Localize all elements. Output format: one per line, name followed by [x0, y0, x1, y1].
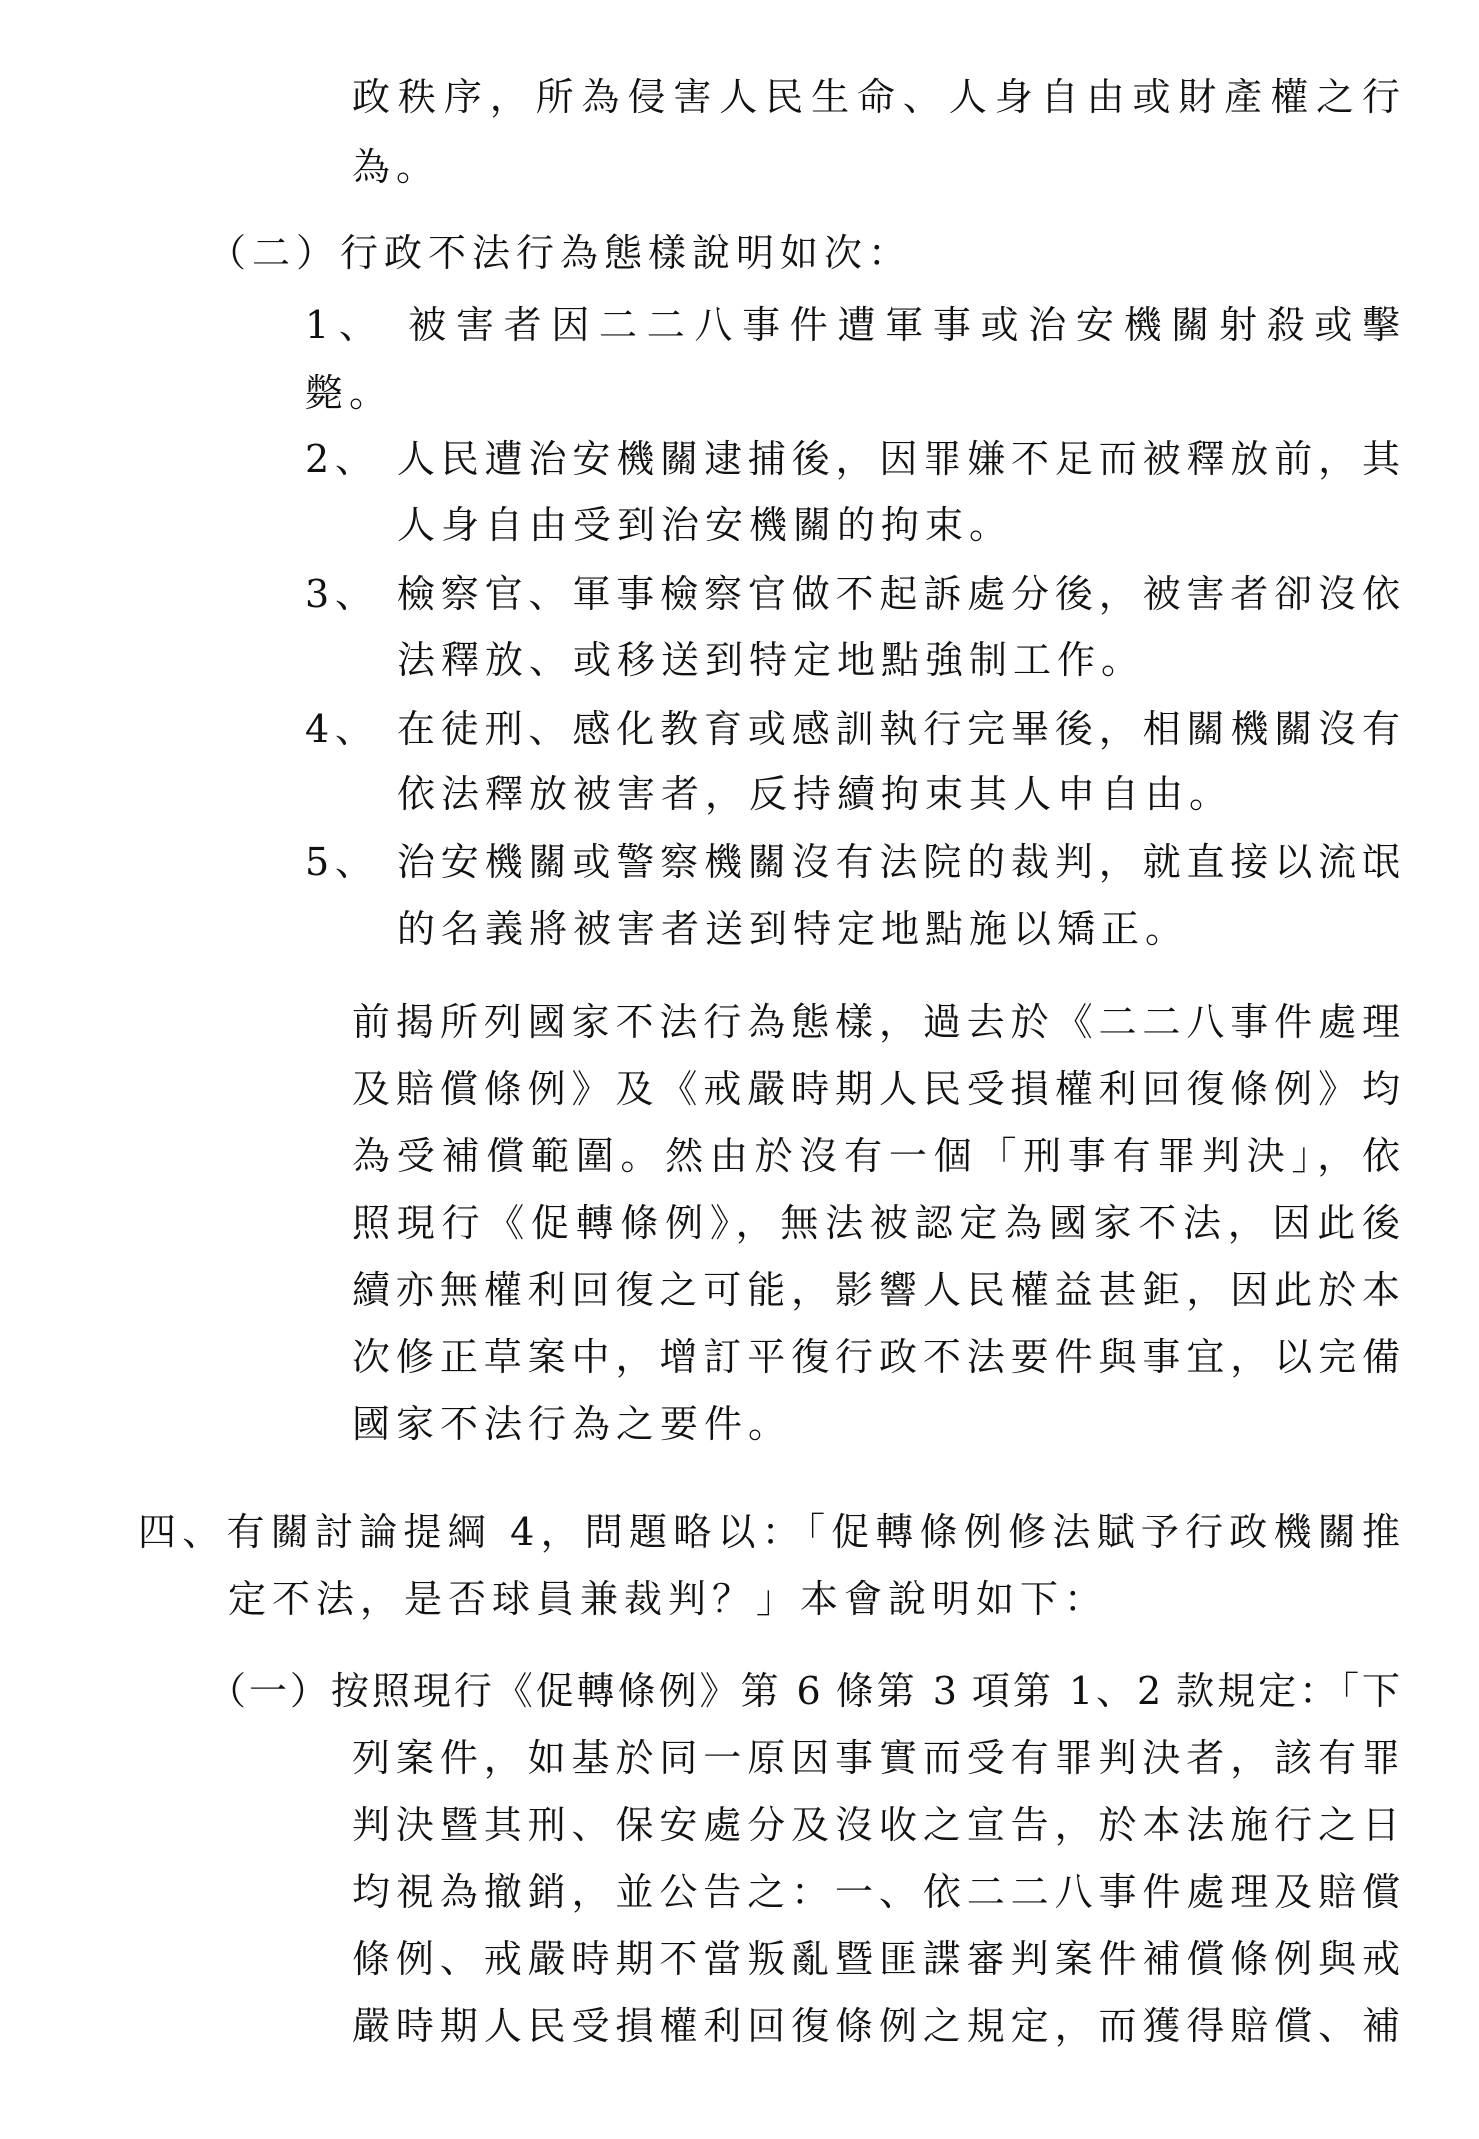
text-line: 為。: [352, 145, 441, 189]
text-line: 斃。: [305, 371, 394, 415]
text-line: 條例、戒嚴時期不當叛亂暨匪諜審判案件補償條例與戒: [352, 1937, 1400, 1981]
text-line: 嚴時期人民受損權利回復條例之規定，而獲得賠償、補: [352, 2004, 1400, 2048]
text-line: 次修正草案中，增訂平復行政不法要件與事宜，以完備: [352, 1335, 1400, 1379]
text-line: 政秩序，所為侵害人民生命、人身自由或財產權之行: [352, 75, 1400, 119]
section-heading: 四、有關討論提綱 4，問題略以：「促轉條例修法賦予行政機關推: [138, 1510, 1400, 1554]
text-line: 照現行《促轉條例》，無法被認定為國家不法，因此後: [352, 1201, 1400, 1245]
text-line: 依法釋放被害者，反持續拘束其人申自由。: [397, 772, 1234, 816]
section-heading: （一）按照現行《促轉條例》第 6 條第 3 項第 1、2 款規定：「下: [208, 1669, 1400, 1713]
text-line: 列案件，如基於同一原因事實而受有罪判決者，該有罪: [352, 1736, 1400, 1780]
text-line: 均視為撤銷，並公告之：一、依二二八事件處理及賠償: [352, 1870, 1400, 1914]
list-item: 2、 人民遭治安機關逮捕後，因罪嫌不足而被釋放前，其: [305, 437, 1400, 481]
text-line: 人身自由受到治安機關的拘束。: [397, 503, 1014, 547]
list-item: 4、 在徒刑、感化教育或感訓執行完畢後，相關機關沒有: [305, 707, 1400, 751]
list-item: 5、 治安機關或警察機關沒有法院的裁判，就直接以流氓: [305, 840, 1400, 884]
text-line: 續亦無權利回復之可能，影響人民權益甚鉅，因此於本: [352, 1268, 1400, 1312]
text-line: 的名義將被害者送到特定地點施以矯正。: [397, 907, 1190, 951]
section-heading: （二）行政不法行為態樣說明如次：: [208, 231, 913, 275]
text-line: 及賠償條例》及《戒嚴時期人民受損權利回復條例》均: [352, 1067, 1400, 1111]
list-item: 1、 被害者因二二八事件遭軍事或治安機關射殺或擊: [305, 303, 1400, 347]
text-line: 為受補償範圍。然由於沒有一個「刑事有罪判決」，依: [352, 1134, 1400, 1178]
list-item: 3、 檢察官、軍事檢察官做不起訴處分後，被害者卻沒依: [305, 572, 1400, 616]
text-line: 法釋放、或移送到特定地點強制工作。: [397, 638, 1146, 682]
text-line: 判決暨其刑、保安處分及沒收之宣告，於本法施行之日: [352, 1803, 1400, 1847]
text-line: 定不法，是否球員兼裁判？」本會說明如下：: [228, 1577, 1109, 1621]
text-line: 前揭所列國家不法行為態樣，過去於《二二八事件處理: [352, 1000, 1400, 1044]
text-line: 國家不法行為之要件。: [352, 1402, 793, 1446]
